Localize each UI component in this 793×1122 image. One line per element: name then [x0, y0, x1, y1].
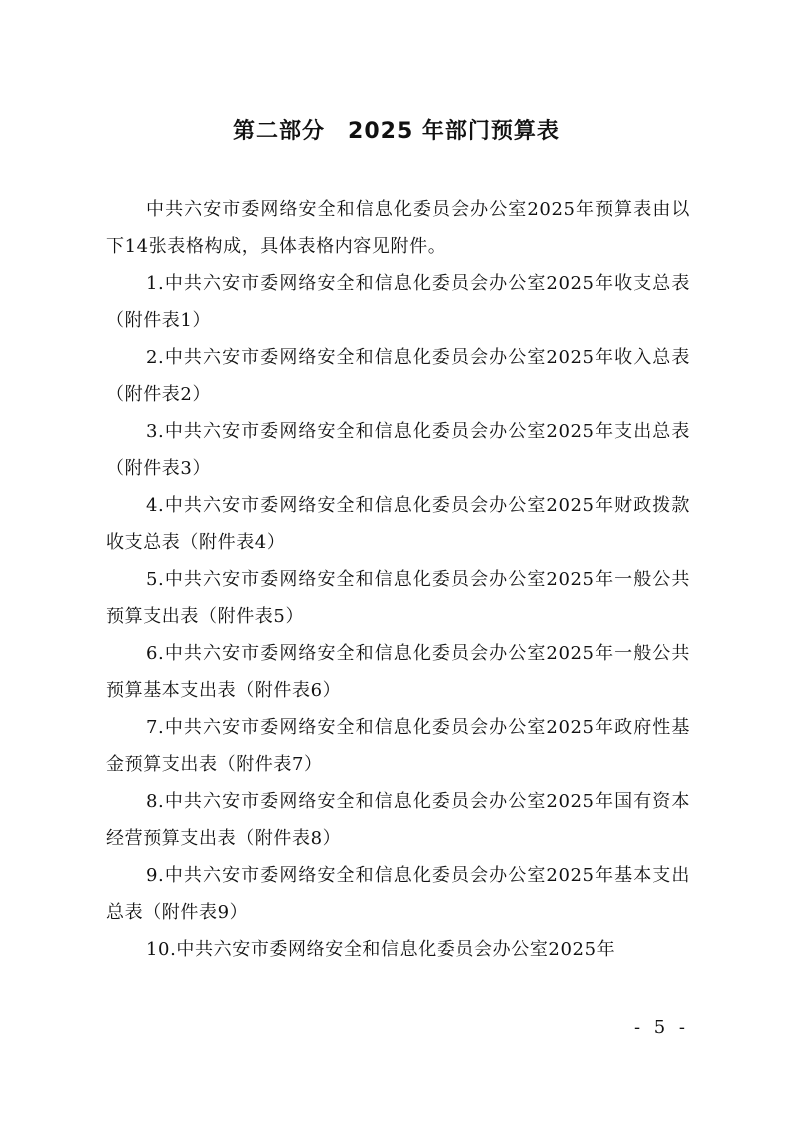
- list-item: 10.中共六安市委网络安全和信息化委员会办公室2025年: [146, 939, 616, 960]
- list-item: 4.中共六安市委网络安全和信息化委员会办公室2025年财政拨款收支总表（附件表4）: [106, 495, 690, 553]
- list-item: 6.中共六安市委网络安全和信息化委员会办公室2025年一般公共预算基本支出表（附件表6）: [106, 643, 690, 701]
- page-number: - 5 -: [633, 1017, 689, 1038]
- list-item: 1.中共六安市委网络安全和信息化委员会办公室2025年收支总表（附件表1）: [106, 273, 690, 331]
- list-item: 5.中共六安市委网络安全和信息化委员会办公室2025年一般公共预算支出表（附件表5）: [106, 569, 690, 627]
- section-title: 第二部分 2025 年部门预算表: [233, 119, 560, 144]
- list-item: 2.中共六安市委网络安全和信息化委员会办公室2025年收入总表（附件表2）: [106, 347, 690, 405]
- list-item: 7.中共六安市委网络安全和信息化委员会办公室2025年政府性基金预算支出表（附件表7）: [106, 717, 690, 775]
- list-item: 9.中共六安市委网络安全和信息化委员会办公室2025年基本支出总表（附件表9）: [106, 865, 690, 923]
- list-item: 3.中共六安市委网络安全和信息化委员会办公室2025年支出总表（附件表3）: [106, 421, 690, 479]
- document-body: [106, 191, 690, 968]
- intro-paragraph: 中共六安市委网络安全和信息化委员会办公室2025年预算表由以下14张表格构成，具体表格内容见附件。: [106, 199, 690, 257]
- list-item: 8.中共六安市委网络安全和信息化委员会办公室2025年国有资本经营预算支出表（附件表8）: [106, 791, 690, 849]
